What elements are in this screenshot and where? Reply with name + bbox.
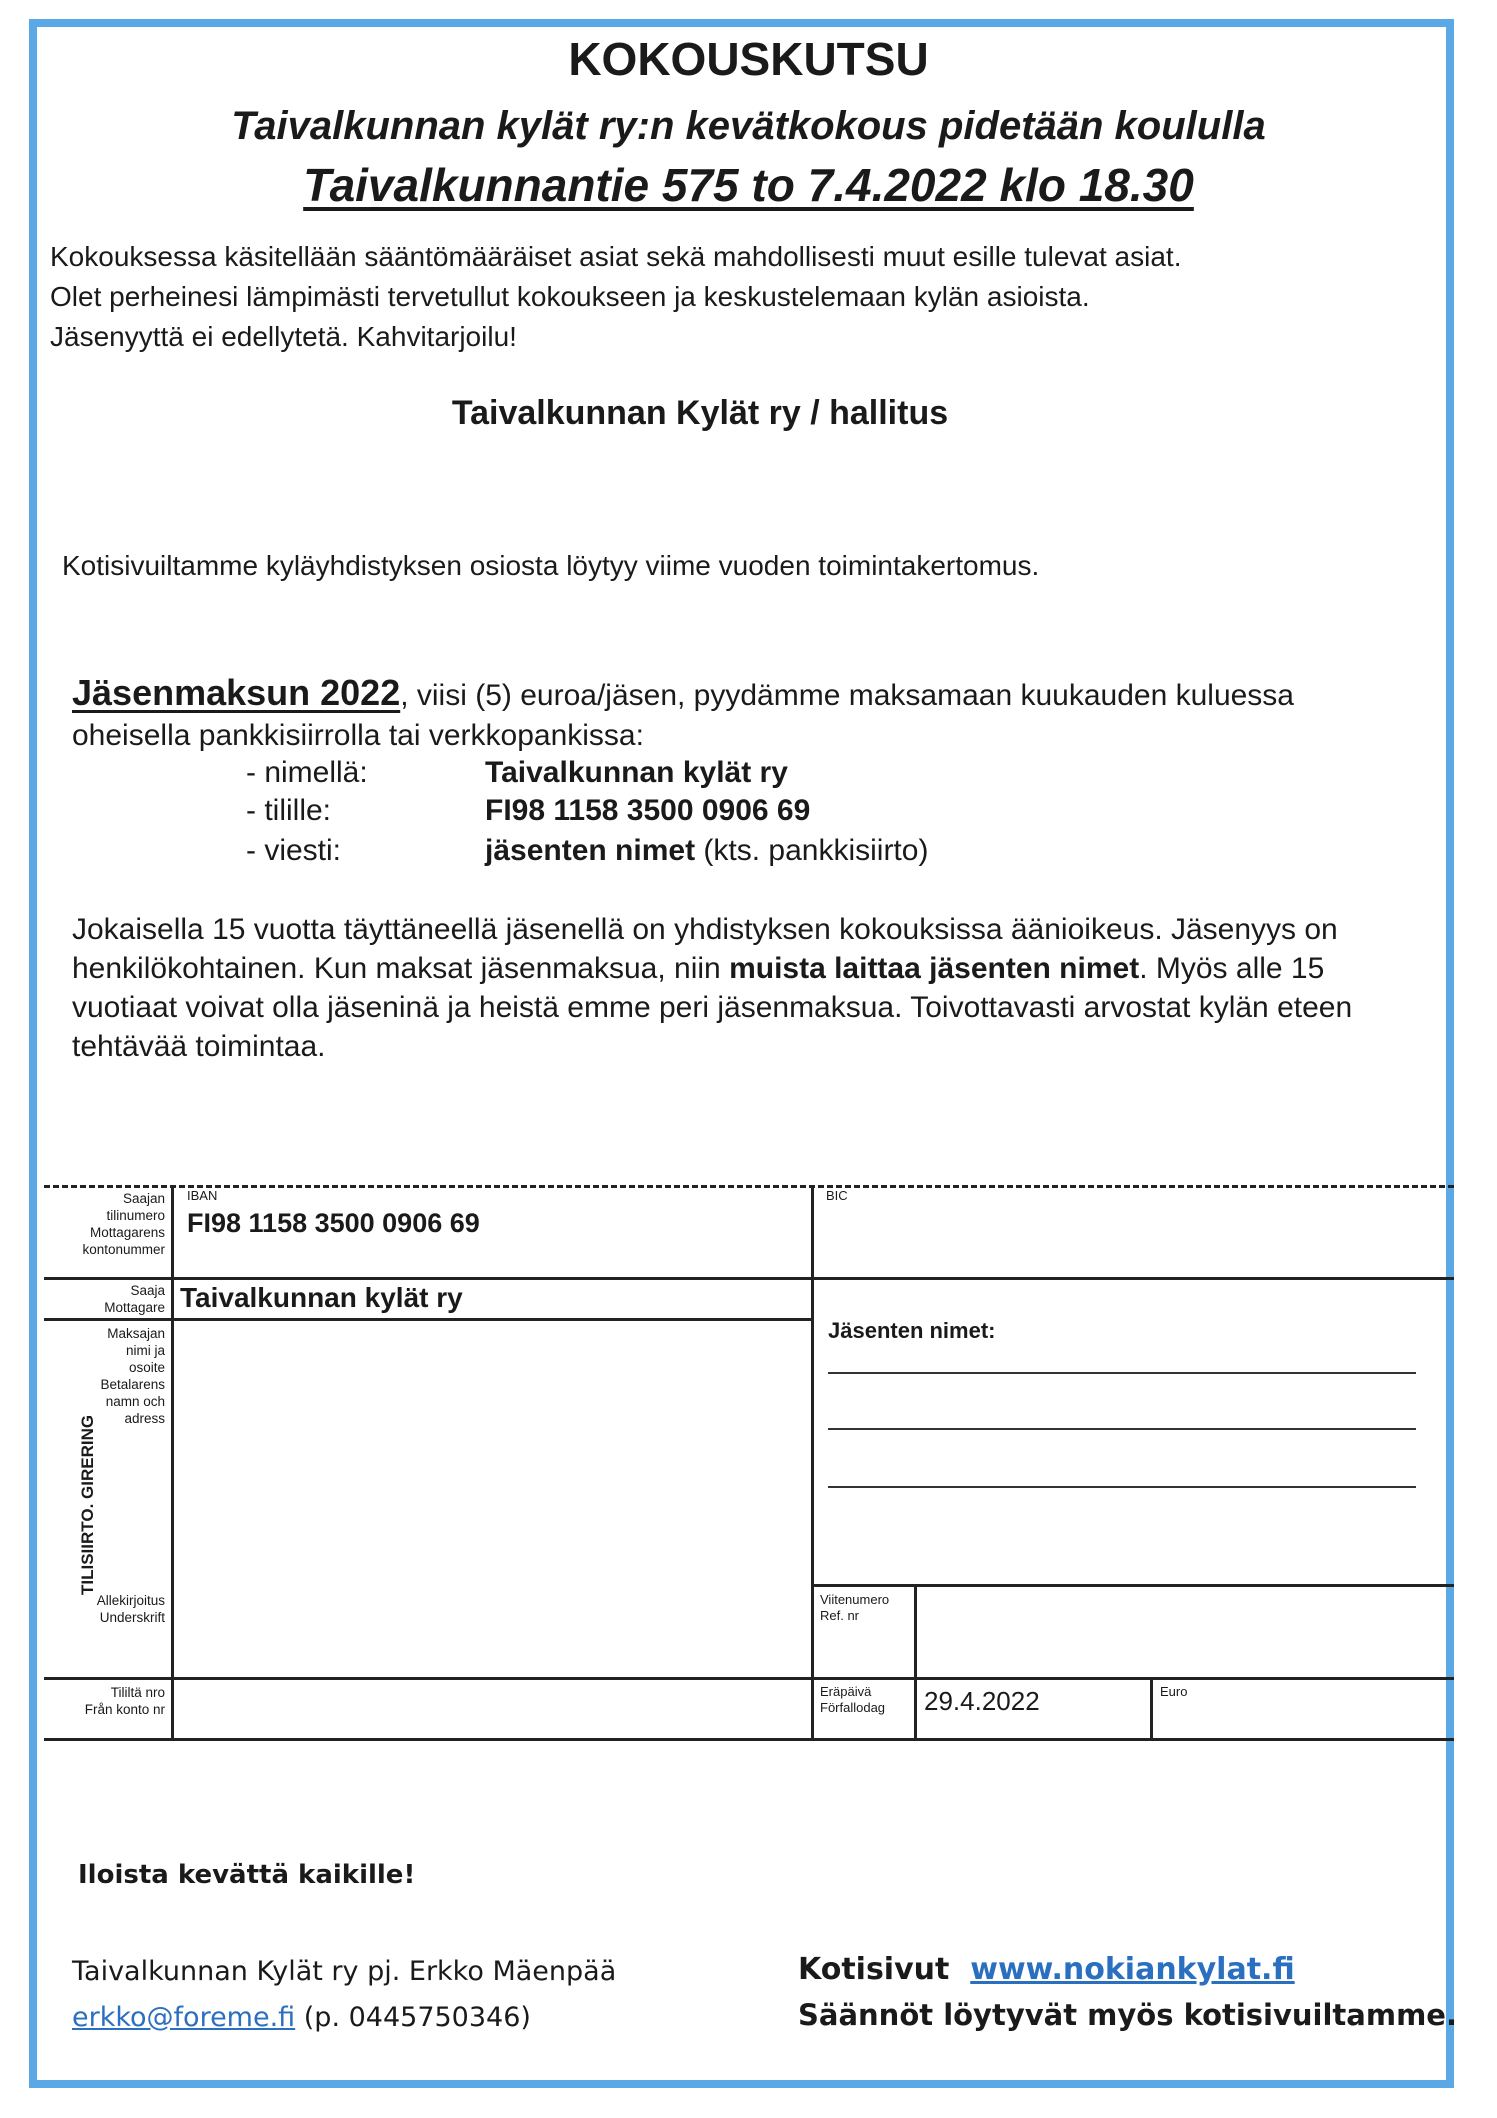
- payment-account-value: FI98 1158 3500 0906 69: [485, 794, 811, 827]
- homepage-line: Kotisivut www.nokiankylat.fi: [798, 1952, 1295, 1987]
- payment-account-label: - tilille:: [246, 794, 332, 827]
- recipient-account-label: Saajan tilinumero Mottagarens kontonummer: [82, 1191, 165, 1257]
- iban-label: IBAN: [187, 1188, 218, 1203]
- meeting-subtitle: Taivalkunnan kylät ry:n kevätkokous pidetään koululla: [231, 104, 1266, 148]
- reference-label: Viitenumero Ref. nr: [820, 1592, 890, 1623]
- bic-label: BIC: [826, 1188, 848, 1203]
- payment-name-value: Taivalkunnan kylät ry: [485, 756, 788, 789]
- homepage-link[interactable]: www.nokiankylat.fi: [970, 1952, 1295, 1987]
- rules-note: Säännöt löytyvät myös kotisivuiltamme.: [798, 1998, 1457, 2032]
- giro-side-label: TILISIIRTO. GIRERING: [78, 1414, 97, 1595]
- signature-label: Allekirjoitus Underskrift: [96, 1593, 165, 1625]
- members-names-label: Jäsenten nimet:: [828, 1318, 996, 1343]
- payment-name-label: - nimellä:: [246, 756, 368, 789]
- meeting-location-time: Taivalkunnantie 575 to 7.4.2022 klo 18.30: [303, 159, 1194, 211]
- from-account-label: Tililtä nro Från konto nr: [84, 1685, 165, 1717]
- intro-paragraph: Kokouksessa käsitellään sääntömääräiset asiat sekä mahdollisesti muut esille tulevat asiat. Olet perheinesi lämpimästi tervetullut kokoukseen ja keskustelemaan kylän asioista. Jäsenyyttä ei edellytetä. Kahvitarjoilu!: [50, 241, 1182, 352]
- chair-name: Taivalkunnan Kylät ry pj. Erkko Mäenpää: [72, 1956, 617, 1987]
- members-line-1: [828, 1372, 1416, 1374]
- euro-label: Euro: [1160, 1684, 1188, 1699]
- contact-line: erkko@foreme.fi (p. 0445750346): [72, 2002, 531, 2033]
- due-date-value: 29.4.2022: [924, 1686, 1040, 1716]
- membership-paragraph: Jäsenmaksun 2022, viisi (5) euroa/jäsen, pyydämme maksamaan kuukauden kuluessa oheisella pankkisiirrolla tai verkkopankissa:: [72, 672, 1294, 752]
- spring-greeting: Iloista kevättä kaikille!: [78, 1860, 416, 1890]
- cut-line: [44, 1185, 1454, 1188]
- recipient-value: Taivalkunnan kylät ry: [180, 1282, 463, 1313]
- members-line-2: [828, 1428, 1416, 1430]
- board-signature: Taivalkunnan Kylät ry / hallitus: [451, 394, 949, 432]
- iban-value: FI98 1158 3500 0906 69: [187, 1208, 480, 1238]
- members-line-3: [828, 1486, 1416, 1488]
- page-title: KOKOUSKUTSU: [568, 33, 929, 85]
- annual-report-note: Kotisivuiltamme kyläyhdistyksen osiosta löytyy viime vuoden toimintakertomus.: [62, 550, 1040, 581]
- payer-label: Maksajan nimi ja osoite Betalarens namn och adress: [100, 1326, 165, 1426]
- voting-rights-paragraph: Jokaisella 15 vuotta täyttäneellä jäsenellä on yhdistyksen kokouksissa äänioikeus. Jäsenyys on henkilökohtainen. Kun maksat jäsenmaksua, niin muista laittaa jäsenten nimet. Myös alle 15 vuotiaat voivat olla jäseninä ja heistä emme peri jäsenmaksua. Toivottavasti arvostat kylän eteen tehtävää toimintaa.: [72, 913, 1353, 1063]
- recipient-label: Saaja Mottagare: [104, 1283, 165, 1315]
- payment-message-value: jäsenten nimet (kts. pankkisiirto): [485, 834, 929, 867]
- due-date-label: Eräpäivä Förfallodag: [820, 1684, 886, 1715]
- email-link[interactable]: erkko@foreme.fi: [72, 2002, 296, 2033]
- payment-message-label: - viesti:: [246, 834, 342, 867]
